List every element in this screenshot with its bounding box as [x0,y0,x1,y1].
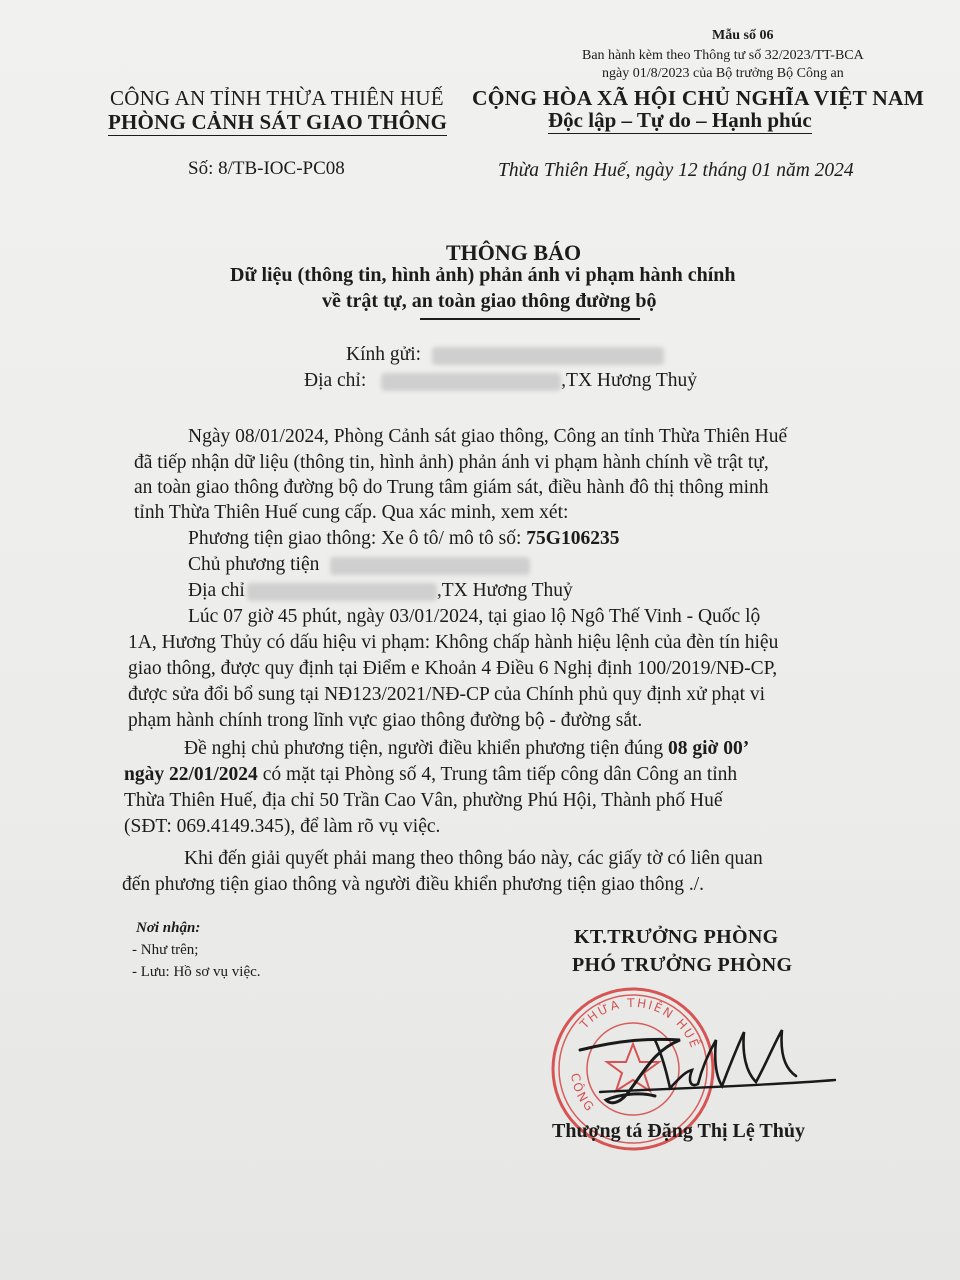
owner-line: Chủ phương tiện [188,552,530,578]
body-p3-line3: Thừa Thiên Huế, địa chỉ 50 Trần Cao Vân, phường Phú Hội, Thành phố Huế [124,790,723,811]
body-p2-line5: phạm hành chính trong lĩnh vực giao thông đường bộ - đường sắt. [128,710,643,731]
body-p2-line1: Lúc 07 giờ 45 phút, ngày 03/01/2024, tại giao lộ Ngô Thế Vinh - Quốc lộ [188,606,761,627]
signer-name: Thượng tá Đặng Thị Lệ Thủy [552,1120,805,1142]
redacted-name [432,347,664,365]
redacted-address [381,373,561,391]
recipient-address-line: Địa chỉ: ,TX Hương Thuỷ [304,370,698,391]
signature-title-line2: PHÓ TRƯỞNG PHÒNG [572,954,793,976]
recipients-item1: - Như trên; [132,942,199,958]
department-name: PHÒNG CẢNH SÁT GIAO THÔNG [108,110,448,134]
document-subtitle-line2: về trật tự, an toàn giao thông đường bộ [322,290,657,312]
recipient-line: Kính gửi: [346,342,664,368]
body-p2-line4: được sửa đổi bổ sung tại NĐ123/2021/NĐ-CP của Chính phủ quy định xử phạt vi [128,684,766,705]
form-issued-line2: ngày 01/8/2023 của Bộ trưởng Bộ Công an [602,66,844,81]
redacted-owner [330,557,530,575]
body-p1-line1: Ngày 08/01/2024, Phòng Cảnh sát giao thông, Công an tỉnh Thừa Thiên Huế [188,426,788,447]
title-underline [420,318,640,320]
agency-name: CÔNG AN TỈNH THỪA THIÊN HUẾ [110,86,444,110]
vehicle-line: Phương tiện giao thông: Xe ô tô/ mô tô số: 75G106235 [188,528,620,549]
signature-title-line1: KT.TRƯỞNG PHÒNG [574,926,779,948]
body-p4-line1: Khi đến giải quyết phải mang theo thông báo này, các giấy tờ có liên quan [184,848,763,869]
handwritten-signature [560,1010,850,1120]
document-number: Số: 8/TB-IOC-PC08 [188,158,345,179]
place-date: Thừa Thiên Huế, ngày 12 tháng 01 năm 2024 [498,160,854,181]
form-issued-line1: Ban hành kèm theo Thông tư số 32/2023/TT-BCA [582,48,864,63]
vehicle-plate: 75G106235 [526,528,620,549]
body-p3-line1: Đề nghị chủ phương tiện, người điều khiển phương tiện đúng 08 giờ 00’ [184,738,750,759]
redacted-owner-address [247,583,437,601]
owner-address-line: Địa chỉ ,TX Hương Thuỷ [188,580,573,601]
body-p3-line4: (SĐT: 069.4149.345), để làm rõ vụ việc. [124,816,441,837]
body-p3-line2: ngày 22/01/2024 có mặt tại Phòng số 4, Trung tâm tiếp công dân Công an tỉnh [124,764,738,785]
nation-name: CỘNG HÒA XÃ HỘI CHỦ NGHĨA VIỆT NAM [472,86,925,110]
recipients-item2: - Lưu: Hồ sơ vụ việc. [132,964,261,980]
body-p1-line2: đã tiếp nhận dữ liệu (thông tin, hình ảnh) phản ánh vi phạm hành chính về trật tự, [134,452,769,473]
body-p1-line4: tỉnh Thừa Thiên Huế cung cấp. Qua xác minh, xem xét: [134,502,569,523]
form-number: Mẫu số 06 [712,28,774,43]
body-p4-line2: đến phương tiện giao thông và người điều khiển phương tiện giao thông ./. [122,874,705,895]
stamp-text: THỪA THIÊN HUẾ [577,995,703,1052]
stamp-text-left: CÔNG [568,1072,598,1116]
body-p2-line3: giao thông, được quy định tại Điểm e Khoản 4 Điều 6 Nghị định 100/2019/NĐ-CP, [128,658,778,679]
body-p1-line3: an toàn giao thông đường bộ do Trung tâm giám sát, điều hành đô thị thông minh [134,477,769,498]
document-subtitle-line1: Dữ liệu (thông tin, hình ảnh) phản ánh vi phạm hành chính [230,264,736,286]
document-title: THÔNG BÁO [446,240,582,265]
body-p2-line2: 1A, Hương Thủy có dấu hiệu vi phạm: Không chấp hành hiệu lệnh của đèn tín hiệu [128,632,779,653]
national-motto: Độc lập – Tự do – Hạnh phúc [548,108,812,132]
recipients-label: Nơi nhận: [136,920,201,936]
